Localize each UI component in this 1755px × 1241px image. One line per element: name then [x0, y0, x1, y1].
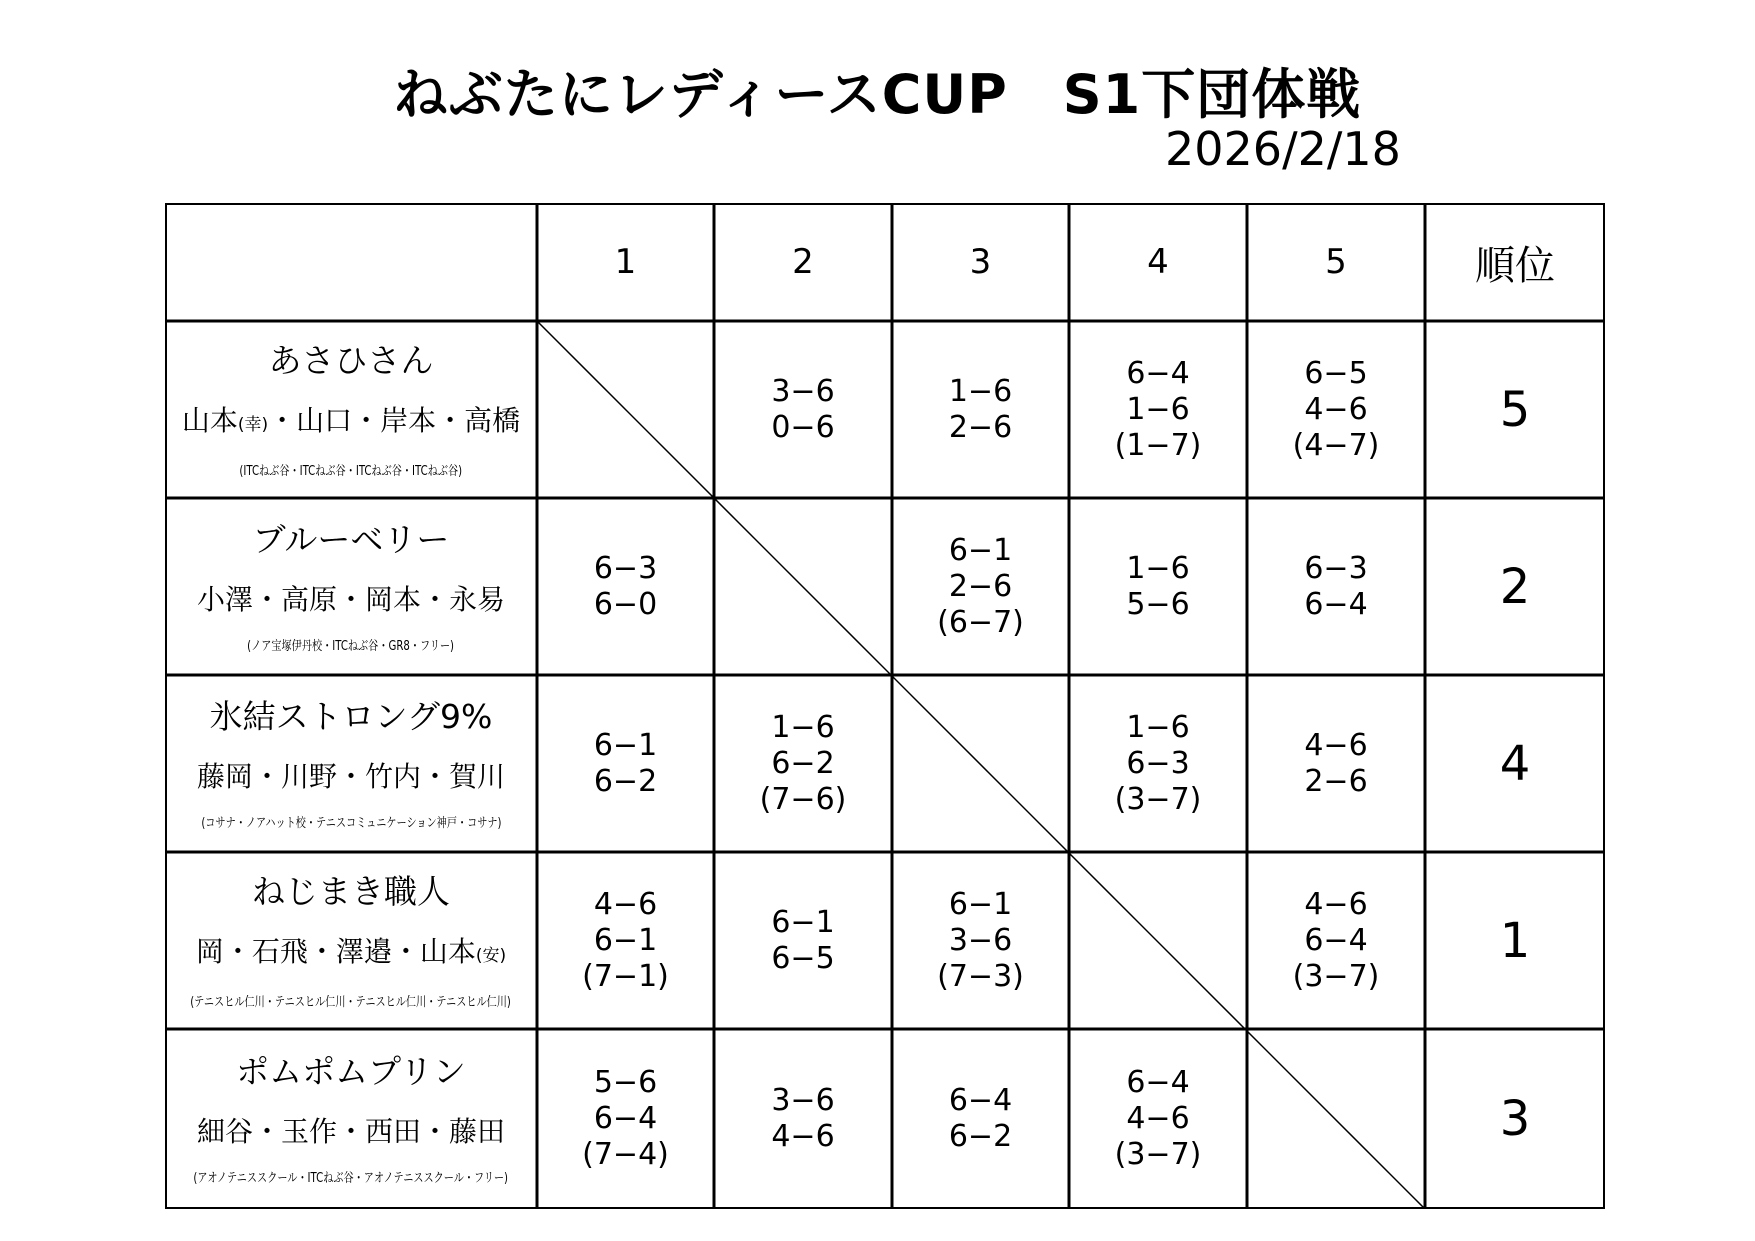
set-score: (3−7)	[1114, 1137, 1202, 1172]
team-cell	[165, 321, 537, 498]
team-members: 山本(幸)・山口・岸本・高橋	[181, 403, 521, 437]
rank-cell	[1425, 498, 1605, 675]
team-members: 岡・石飛・澤邉・山本(安)	[195, 934, 507, 968]
column-header-4	[1069, 203, 1247, 321]
set-score: 4−6	[1304, 886, 1368, 922]
team-cell	[165, 852, 537, 1029]
team-cell	[165, 675, 537, 852]
set-score: 6−3	[1304, 550, 1368, 586]
rank-header-cell	[1425, 203, 1605, 321]
self-match-cell	[537, 321, 714, 498]
column-header-5	[1247, 203, 1425, 321]
team-name: 氷結ストロング9%	[209, 696, 493, 736]
set-score: (4−7)	[1292, 427, 1380, 463]
header-corner-cell	[165, 203, 537, 321]
set-score: 6−3	[593, 550, 658, 586]
set-score: 6−1	[948, 886, 1013, 922]
set-score: 6−5	[1304, 355, 1368, 391]
team-clubs: (テニスヒル仁川・テニスヒル仁川・テニスヒル仁川・テニスヒル仁川)	[190, 994, 512, 1010]
set-score: (7−3)	[937, 958, 1024, 994]
set-score: 6−5	[771, 940, 835, 976]
team-clubs: (ノア宝塚伊丹校・ITCねぶ谷・GR8・フリー)	[247, 638, 455, 654]
column-header-1	[537, 203, 714, 321]
match-result-cell	[892, 852, 1069, 1029]
set-score: 6−3	[1126, 745, 1190, 781]
team-name: ポムポムプリン	[236, 1052, 466, 1091]
set-score: 1−6	[1126, 709, 1190, 745]
match-result-cell	[1069, 498, 1247, 675]
match-result-cell	[537, 675, 714, 852]
set-score: 2−6	[948, 568, 1013, 604]
set-score: 6−1	[593, 922, 658, 958]
set-score: 6−4	[948, 1083, 1013, 1118]
column-header-label: 2	[792, 242, 814, 282]
set-score: 6−1	[771, 904, 835, 940]
set-score: 4−6	[771, 1119, 835, 1154]
set-score: 6−4	[593, 1101, 658, 1136]
column-header-label: 1	[614, 242, 637, 282]
rank-value: 3	[1499, 1091, 1531, 1147]
set-score: 1−6	[1126, 550, 1190, 586]
team-name: ねじまき職人	[252, 871, 450, 911]
set-score: 5−6	[1126, 586, 1190, 622]
self-match-cell	[1069, 852, 1247, 1029]
set-score: (7−1)	[582, 958, 669, 994]
team-name: ブルーベリー	[252, 519, 450, 559]
set-score: 1−6	[948, 373, 1013, 409]
match-result-cell	[892, 1029, 1069, 1209]
set-score: 6−2	[593, 763, 658, 799]
rank-cell	[1425, 852, 1605, 1029]
set-score: (6−7)	[937, 604, 1024, 640]
column-header-2	[714, 203, 892, 321]
set-score: 6−2	[948, 1119, 1013, 1154]
set-score: (1−7)	[1114, 427, 1202, 463]
set-score: 4−6	[1304, 727, 1368, 763]
team-clubs: (アオノテニススクール・ITCねぶ谷・アオノテニススクール・フリー)	[193, 1171, 509, 1186]
set-score: 6−4	[1126, 355, 1190, 391]
match-result-cell	[1069, 1029, 1247, 1209]
set-score: 2−6	[948, 409, 1013, 445]
match-result-cell	[1247, 321, 1425, 498]
team-members: 小澤・高原・岡本・永易	[196, 582, 505, 616]
set-score: 1−6	[771, 709, 835, 745]
self-match-cell	[1247, 1029, 1425, 1209]
team-name: あさひさん	[268, 340, 434, 380]
rank-value: 2	[1499, 558, 1531, 615]
team-clubs: (コサナ・ノアハット校・テニスコミュニケーション神戸・コサナ)	[200, 815, 502, 831]
set-score: 5−6	[593, 1065, 658, 1100]
set-score: 6−1	[593, 727, 658, 763]
set-score: 6−2	[771, 745, 835, 781]
team-members: 細谷・玉作・西田・藤田	[196, 1115, 505, 1148]
set-score: 6−4	[1304, 922, 1368, 958]
set-score: 3−6	[771, 373, 835, 409]
match-result-cell	[892, 321, 1069, 498]
self-match-cell	[714, 498, 892, 675]
set-score: 6−1	[948, 532, 1013, 568]
member-note: (幸)	[237, 414, 269, 435]
set-score: 4−6	[1304, 391, 1368, 427]
rank-cell	[1425, 1029, 1605, 1209]
set-score: (7−6)	[759, 781, 847, 817]
match-result-cell	[714, 321, 892, 498]
column-header-label: 5	[1325, 242, 1347, 282]
set-score: 4−6	[593, 886, 658, 922]
match-result-cell	[537, 852, 714, 1029]
match-result-cell	[892, 498, 1069, 675]
match-result-cell	[537, 1029, 714, 1209]
rank-value: 5	[1499, 381, 1531, 438]
set-score: (3−7)	[1292, 958, 1380, 994]
set-score: 6−0	[593, 586, 658, 622]
team-cell	[165, 1029, 537, 1209]
set-score: (7−4)	[582, 1137, 669, 1172]
match-result-cell	[714, 1029, 892, 1209]
column-header-label: 3	[969, 242, 992, 282]
match-result-cell	[714, 675, 892, 852]
set-score: 3−6	[771, 1083, 835, 1118]
rank-cell	[1425, 675, 1605, 852]
set-score: (3−7)	[1114, 781, 1202, 817]
match-result-cell	[537, 498, 714, 675]
match-result-cell	[1247, 498, 1425, 675]
column-header-3	[892, 203, 1069, 321]
match-result-cell	[1247, 675, 1425, 852]
team-clubs: (ITCねぶ谷・ITCねぶ谷・ITCねぶ谷・ITCねぶ谷)	[239, 463, 463, 479]
event-date: 2026/2/18	[1165, 122, 1401, 176]
match-result-cell	[1247, 852, 1425, 1029]
set-score: 6−4	[1304, 586, 1368, 622]
set-score: 0−6	[771, 409, 835, 445]
rank-header-label: 順位	[1475, 242, 1555, 289]
rank-cell	[1425, 321, 1605, 498]
match-result-cell	[714, 852, 892, 1029]
league-table	[165, 203, 1605, 1209]
team-members: 藤岡・川野・竹内・賀川	[196, 759, 505, 793]
match-result-cell	[1069, 675, 1247, 852]
member-note: (安)	[475, 945, 507, 966]
set-score: 6−4	[1126, 1065, 1190, 1100]
team-cell	[165, 498, 537, 675]
rank-value: 1	[1499, 912, 1531, 969]
match-result-cell	[1069, 321, 1247, 498]
self-match-cell	[892, 675, 1069, 852]
column-header-label: 4	[1147, 242, 1169, 282]
set-score: 1−6	[1126, 391, 1190, 427]
set-score: 3−6	[948, 922, 1013, 958]
set-score: 4−6	[1126, 1101, 1190, 1136]
page-title: ねぶたにレディースCUP S1下団体戦	[393, 63, 1362, 126]
rank-value: 4	[1499, 735, 1531, 792]
set-score: 2−6	[1304, 763, 1368, 799]
